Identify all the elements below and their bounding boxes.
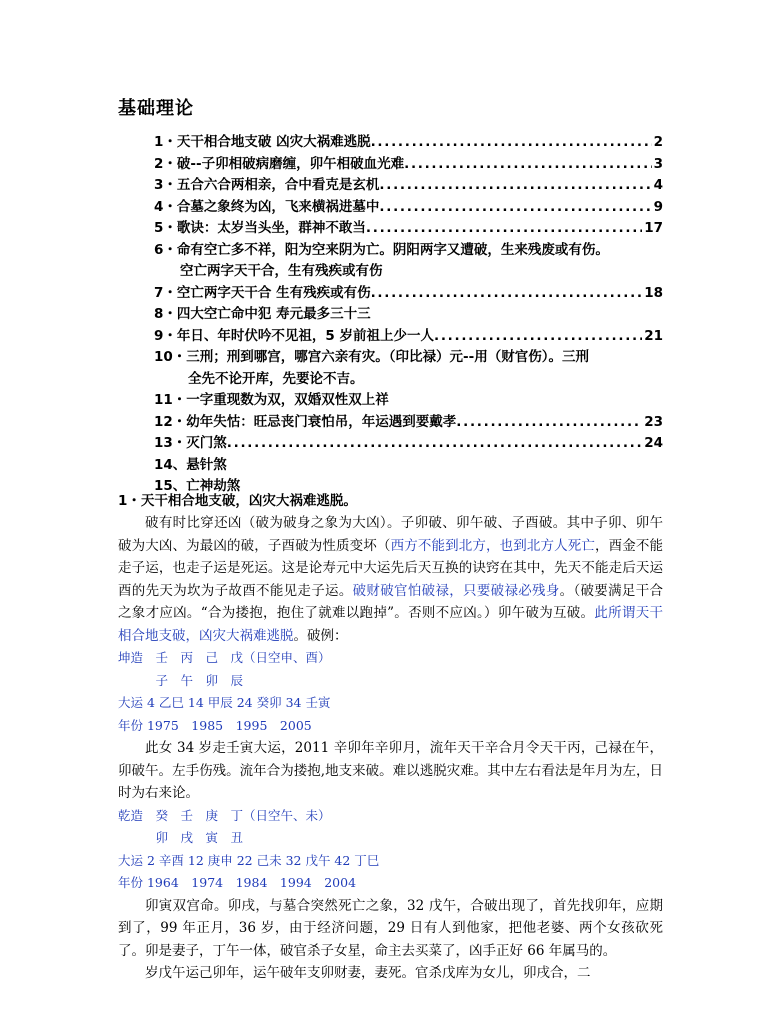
highlight-text: 破财破官怕破禄，只要破禄必残身 <box>352 582 560 599</box>
paragraph: 卯寅双宫命。卯戌，与墓合突然死亡之象，32 戊午，合破出现了，首先找卯年，应期到了，99 年正月，36 岁，由于经济问题，29 日有人到他家，把他老婆、两个女孩砍死了。卯是妻子，丁午一体，破官杀子女星，命主去买菜了，凶手正好 66 年属马的。 <box>118 897 663 959</box>
toc-entry-text: 7・空亡两字天干合 生有残疾或有伤 <box>154 284 371 301</box>
toc-entry-text: 2・破--子卯相破病磨缠，卯午相破血光难 <box>154 155 405 172</box>
toc-entry[interactable] <box>118 175 663 197</box>
toc-entry-text: 14、悬针煞 <box>154 456 227 473</box>
toc-entry[interactable] <box>118 197 663 219</box>
highlight-text: 西方不能到北方，也到北方人死亡 <box>390 537 596 554</box>
toc-entry-text: 15、亡神劫煞 <box>154 478 241 494</box>
toc-entry <box>118 369 663 391</box>
toc-entry-text: 6・命有空亡多不祥，阳为空来阴为亡。阴阳两字又遭破，生来残废或有伤。 <box>154 241 609 258</box>
toc-entry-page: 23 <box>644 413 663 430</box>
toc-entry[interactable] <box>118 412 663 434</box>
toc-entry <box>118 261 663 283</box>
toc-entry-text: 空亡两字天干合，生有残疾或有伤 <box>180 263 383 279</box>
toc-entry[interactable] <box>118 347 663 369</box>
toc-entry[interactable] <box>118 326 663 348</box>
toc-entry[interactable] <box>118 283 663 305</box>
toc-entry-text: 8・四大空亡命中犯 寿元最多三十三 <box>154 306 371 322</box>
toc-entry[interactable] <box>118 433 663 455</box>
toc-entry-text: 1・天干相合地支破 凶灾大祸难逃脱 <box>154 134 371 150</box>
highlight-text: 此所谓天干相合地支破，凶灾大祸难逃脱 <box>118 605 664 644</box>
paragraph: 破有时比穿还凶（破为破身之象为大凶）。子卯破、卯午破、子酉破。其中子卯、卯午破为大凶、为最凶的破，子酉破为性质变坏（西方不能到北方，也到北方人死亡，酉金不能走子运，也走子运是死运。这是论寿元中大运先后天互换的诀窍在其中，先天不能走后天运酉的先天为坎为子故酉不能见走子运。破财破官怕破禄，只要破禄必残身。（破要满足干合之象才应凶。“合为搂抱，抱住了就难以跑掉”。否则不应凶。）卯午破为互破。此所谓天干相合地支破，凶灾大祸难逃脱。破例： <box>118 515 664 644</box>
bazi-chart-2: 乾造 癸 壬 庚 丁（日空午、未） 卯 戌 寅 丑 大运 2 辛酉 12 庚申 22 己未 32 戊午 42 丁巳 年份 1964 1974 1984 1994 2004 <box>118 807 380 890</box>
toc-entry-text: 3・五合六合两相亲，合中看克是玄机 <box>154 177 380 193</box>
toc-entry-page: 4 <box>653 177 663 193</box>
toc-entry-text: 10・三刑；刑到哪宫，哪宫六亲有灾。（印比禄）元--用（财官伤）。三刑 <box>154 349 589 365</box>
section-title: 1・天干相合地支破，凶灾大祸难逃脱。 <box>118 493 357 509</box>
document-body <box>118 490 663 985</box>
toc-entry-text: 12・幼年失怙：旺忌丧门衰怕吊，年运遇到要戴孝 <box>154 413 457 430</box>
toc-entry-page: 24 <box>644 435 663 451</box>
toc-entry-text: 11・一字重现数为双，双婚双性双上祥 <box>154 392 389 408</box>
toc-entry[interactable] <box>118 154 663 176</box>
toc-entry[interactable] <box>118 132 663 154</box>
toc-entry-page: 3 <box>653 155 663 172</box>
toc-entry-text: 13・灭门煞 <box>154 435 227 451</box>
toc-entry-page: 21 <box>644 327 663 344</box>
toc-entry[interactable] <box>118 240 663 262</box>
toc-entry-page: 2 <box>653 134 663 150</box>
toc-entry-text: 4・合墓之象终为凶，飞来横祸进墓中 <box>154 198 380 215</box>
toc-entry-text: 5・歌诀：太岁当头坐，群神不敢当 <box>154 220 366 236</box>
toc-entry-page: 9 <box>653 198 663 215</box>
toc-entry[interactable] <box>118 218 663 240</box>
page-title: 基础理论 <box>118 98 194 119</box>
toc-entry-page: 17 <box>644 220 663 236</box>
bazi-chart-1: 坤造 壬 丙 己 戊（日空申、酉） 子 午 卯 辰 大运 4 乙巳 14 甲辰 24 癸卯 34 壬寅 年份 1975 1985 1995 2005 <box>118 650 331 733</box>
toc-entry[interactable] <box>118 390 663 412</box>
paragraph: 此女 34 岁走壬寅大运，2011 辛卯年辛卯月，流年天干辛合月令天干丙，己禄在午，卯破午。左手伤残。流年合为搂抱,地支来破。难以逃脱灾难。其中左右看法是年月为左，日时为右来论。 <box>118 740 663 801</box>
toc-entry-text: 9・年日、年时伏吟不见祖，5 岁前祖上少一人 <box>154 327 434 344</box>
toc-entry-page: 18 <box>644 284 663 301</box>
table-of-contents <box>118 132 663 498</box>
toc-entry[interactable] <box>118 455 663 477</box>
toc-entry-text: 全先不论开库，先要论不吉。 <box>188 370 364 387</box>
toc-entry[interactable] <box>118 304 663 326</box>
paragraph: 岁戊午运己卯年，运午破年支卯财妻，妻死。官杀戊库为女儿，卯戌合，二 <box>145 965 591 981</box>
